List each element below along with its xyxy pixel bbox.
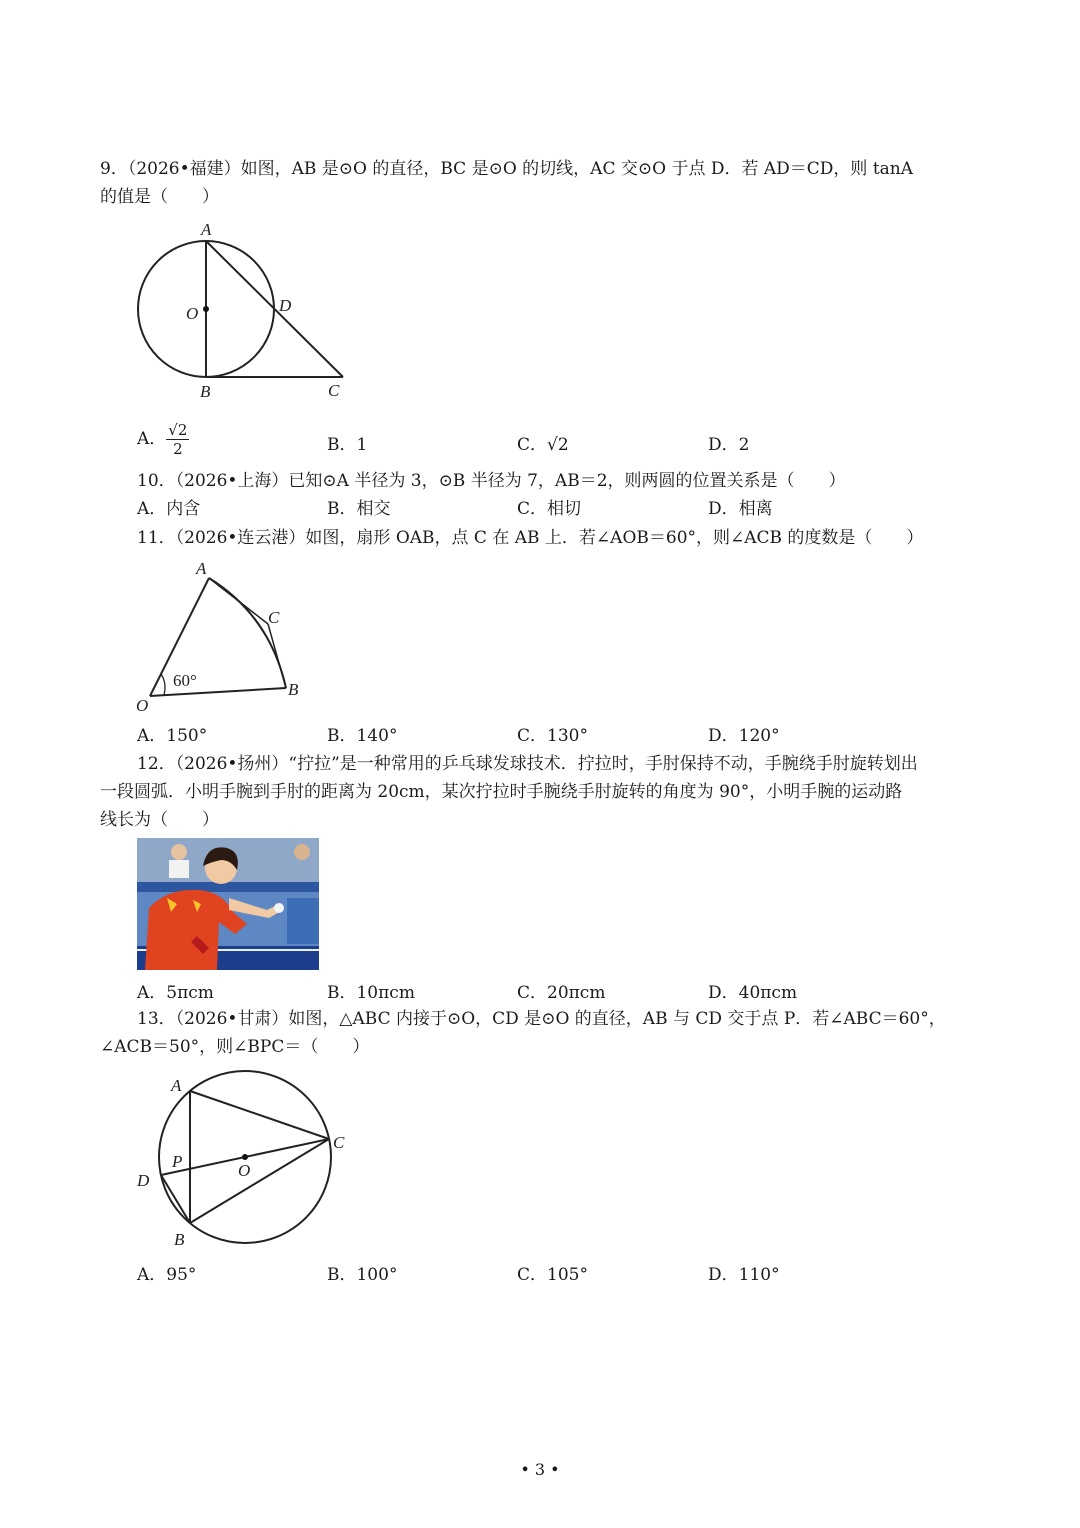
question-13-option-d: D．110° xyxy=(708,1265,780,1285)
question-11-option-c: C．130° xyxy=(517,726,588,746)
question-13-option-c: C．105° xyxy=(517,1265,588,1285)
question-12-option-a: A．5πcm xyxy=(137,983,214,1003)
question-12-option-d: D．40πcm xyxy=(708,983,798,1003)
fig9-label-b: B xyxy=(200,382,211,401)
question-11-option-a: A．150° xyxy=(137,726,208,746)
question-12-line-1: 12．（2026•扬州）“拧拉”是一种常用的乒乓球发球技术．拧拉时，手肘保持不动，手腕绕手肘旋转划出 xyxy=(137,754,918,774)
fig13-label-p: P xyxy=(172,1152,183,1171)
question-10-option-a: A．内含 xyxy=(137,499,201,519)
fig9-label-c: C xyxy=(328,381,340,400)
fig11-label-o: O xyxy=(136,696,149,715)
question-9-figure xyxy=(130,216,360,406)
fig11-label-angle: 60° xyxy=(173,671,197,690)
question-12-option-b: B．10πcm xyxy=(327,983,415,1003)
question-11-line-1: 11．（2026•连云港）如图，扇形 OAB，点 C 在 AB 上．若∠AOB＝60°，则∠ACB 的度数是（ ） xyxy=(137,528,924,548)
question-10-option-d: D．相离 xyxy=(708,499,773,519)
fig13-label-b: B xyxy=(174,1230,185,1249)
fig11-label-b: B xyxy=(288,680,299,699)
question-9-option-d: D．2 xyxy=(708,435,750,455)
question-13-option-b: B．100° xyxy=(327,1265,398,1285)
fig13-label-a: A xyxy=(171,1076,182,1095)
question-12-line-3: 线长为（ ） xyxy=(100,810,219,830)
question-9-line-2: 的值是（ ） xyxy=(100,187,219,207)
fig13-label-d: D xyxy=(137,1171,150,1190)
page-number: • 3 • xyxy=(520,1460,560,1479)
question-11-option-d: D．120° xyxy=(708,726,780,746)
fig13-label-c: C xyxy=(333,1133,345,1152)
fig9-label-o: O xyxy=(186,304,199,323)
question-10-line-1: 10．（2026•上海）已知⊙A 半径为 3，⊙B 半径为 7，AB＝2，则两圆的位置关系是（ ） xyxy=(137,471,846,491)
question-10-option-c: C．相切 xyxy=(517,499,582,519)
option-a-prefix: A． xyxy=(137,429,167,449)
fig9-label-a: A xyxy=(201,220,212,239)
fig9-label-d: D xyxy=(279,296,292,315)
question-10-option-b: B．相交 xyxy=(327,499,391,519)
question-11-figure xyxy=(130,556,320,716)
question-13-line-1: 13．（2026•甘肃）如图，△ABC 内接于⊙O，CD 是⊙O 的直径，AB 与 CD 交于点 P．若∠ABC＝60°， xyxy=(137,1009,946,1029)
question-13-option-a: A．95° xyxy=(137,1265,197,1285)
question-12-option-c: C．20πcm xyxy=(517,983,606,1003)
fraction xyxy=(166,421,189,458)
fig11-label-a: A xyxy=(196,559,207,578)
fraction-denominator: 2 xyxy=(173,440,183,458)
question-9-option-b: B．1 xyxy=(327,435,368,455)
question-9-option-a xyxy=(137,421,189,458)
question-13-line-2: ∠ACB＝50°，则∠BPC＝（ ） xyxy=(100,1037,370,1057)
fig13-label-o: O xyxy=(238,1161,251,1180)
question-9-option-c: C．√2 xyxy=(517,435,569,455)
question-12-line-2: 一段圆弧．小明手腕到手肘的距离为 20cm，某次拧拉时手腕绕手肘旋转的角度为 90°，小明手腕的运动路 xyxy=(100,782,903,802)
fraction-numerator: √2 xyxy=(168,421,188,439)
fig11-label-c: C xyxy=(268,608,280,627)
question-13-figure xyxy=(130,1068,360,1258)
question-9-line-1: 9．（2026•福建）如图，AB 是⊙O 的直径，BC 是⊙O 的切线，AC 交⊙O 于点 D．若 AD＝CD，则 tanA xyxy=(100,159,914,179)
question-11-option-b: B．140° xyxy=(327,726,398,746)
table-tennis-player-image xyxy=(137,838,319,970)
